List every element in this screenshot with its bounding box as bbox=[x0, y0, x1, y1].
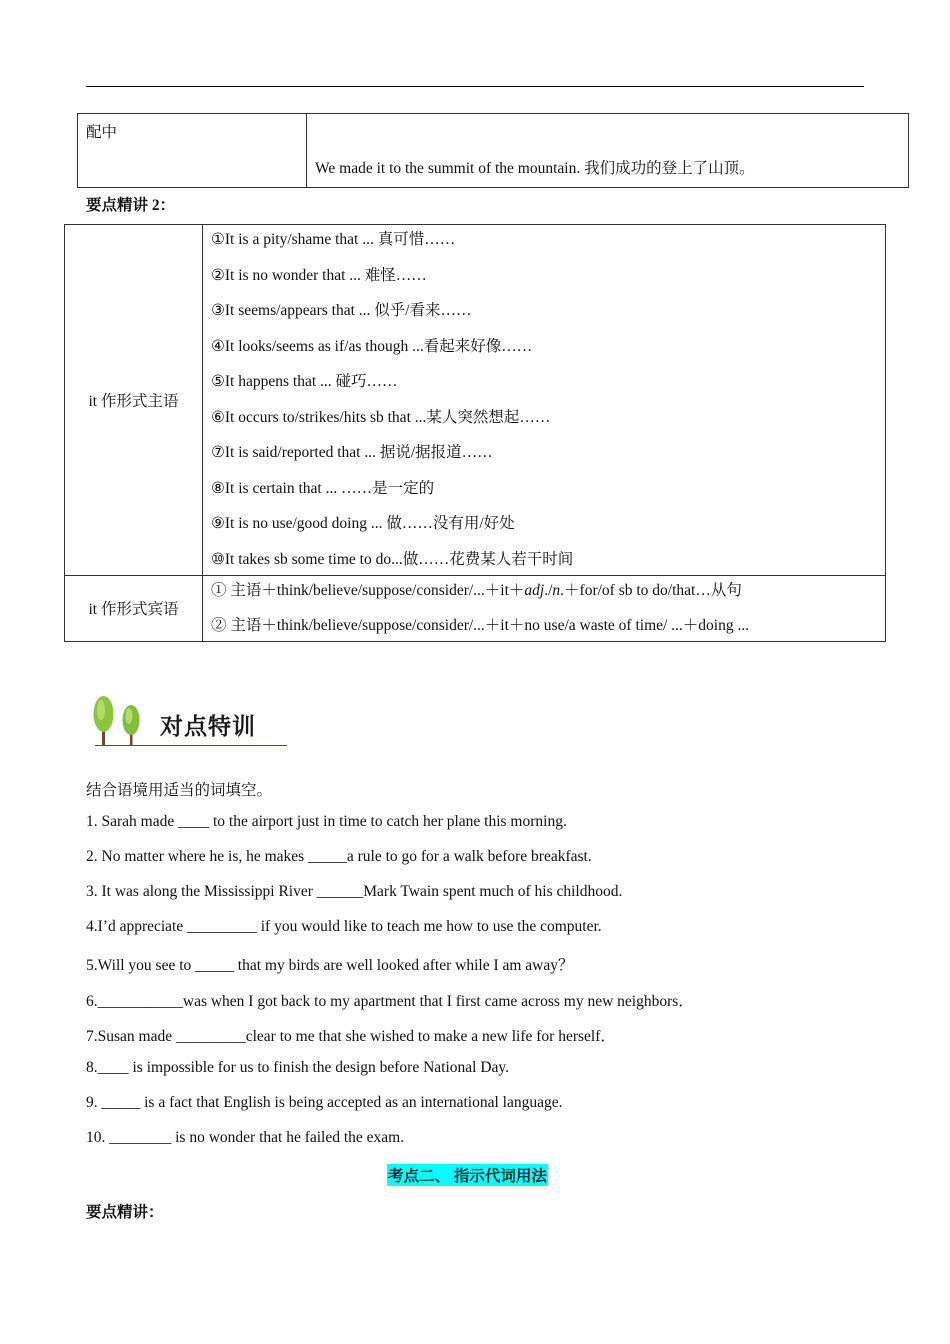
table1-right-cell: We made it to the summit of the mountain. 我们成功的登上了山顶。 bbox=[307, 114, 909, 188]
object-item-1-post: .＋for/of sb to do/that…从句 bbox=[560, 581, 742, 599]
usage-table-1 bbox=[77, 113, 909, 188]
formal-subject-items bbox=[203, 225, 886, 576]
subject-item: ⑨It is no use/good doing ... 做……没有用/好处 bbox=[211, 515, 515, 532]
exercise-item: 4.I’d appreciate _________ if you would like to teach me how to use the computer. bbox=[86, 918, 602, 935]
exercise-item: 6.___________was when I got back to my apartment that I first came across my new neighbors． bbox=[86, 993, 694, 1010]
object-item-1-pre: ① 主语＋think/believe/suppose/consider/...＋it＋ bbox=[211, 581, 525, 599]
subject-item: ⑥It occurs to/strikes/hits sb that ...某人突然想起…… bbox=[211, 408, 551, 426]
subject-item: ④It looks/seems as if/as though ...看起来好像…… bbox=[211, 337, 533, 355]
banner-underline bbox=[95, 745, 287, 746]
header-rule bbox=[86, 86, 864, 87]
exercise-item: 7.Susan made _________clear to me that she wished to make a new life for herself． bbox=[86, 1028, 616, 1045]
key-points-heading-3: 要点精讲： bbox=[86, 1204, 164, 1221]
exercise-item: 3. It was along the Mississippi River ______Mark Twain spent much of his childhood. bbox=[86, 883, 623, 900]
exercise-item: 10. ________ is no wonder that he failed the exam. bbox=[86, 1129, 405, 1146]
exercise-item: 8.____ is impossible for us to finish the design before National Day. bbox=[86, 1059, 510, 1076]
banner-title: 对点特训 bbox=[160, 714, 256, 740]
subject-item: ⑧It is certain that ... ……是一定的 bbox=[211, 479, 435, 497]
object-item-1-adj: adj bbox=[524, 581, 545, 599]
instruction: 结合语境用适当的词填空。 bbox=[86, 782, 273, 799]
formal-subject-label: it 作形式主语 bbox=[65, 225, 203, 576]
subject-item: ③It seems/appears that ... 似乎/看来…… bbox=[211, 302, 472, 319]
subject-item: ⑦It is said/reported that ... 据说/据报道…… bbox=[211, 444, 493, 461]
formal-object-label: it 作形式宾语 bbox=[65, 575, 203, 642]
object-item-1-n: n bbox=[552, 581, 561, 599]
object-item-1 bbox=[211, 578, 877, 614]
formal-object-items bbox=[203, 575, 886, 642]
subject-item: ①It is a pity/shame that ... 真可惜…… bbox=[211, 231, 456, 248]
subject-item: ②It is no wonder that ... 难怪…… bbox=[211, 266, 427, 284]
key-points-heading-2: 要点精讲 2： bbox=[86, 197, 176, 214]
exercise-item: 5.Will you see to _____ that my birds are well looked after while I am away？ bbox=[86, 957, 574, 974]
exercise-item: 2. No matter where he is, he makes _____a rule to go for a walk before breakfast. bbox=[86, 848, 592, 865]
subject-item: ⑩It takes sb some time to do...做……花费某人若干时间 bbox=[211, 550, 574, 568]
exercise-item: 9. _____ is a fact that English is being accepted as an international language. bbox=[86, 1094, 563, 1111]
subject-item: ⑤It happens that ... 碰巧…… bbox=[211, 373, 398, 390]
exercise-item: 1. Sarah made ____ to the airport just in time to catch her plane this morning. bbox=[86, 813, 567, 830]
section-title: 考点二、 指示代词用法 bbox=[387, 1164, 548, 1186]
it-usage-table bbox=[64, 224, 886, 642]
object-item-2: ② 主语＋think/believe/suppose/consider/...＋it＋no use/a waste of time/ ...＋doing ... bbox=[211, 617, 750, 634]
table1-left-cell: 配中 bbox=[78, 114, 307, 188]
object-item-1-mid: ./ bbox=[544, 581, 553, 599]
